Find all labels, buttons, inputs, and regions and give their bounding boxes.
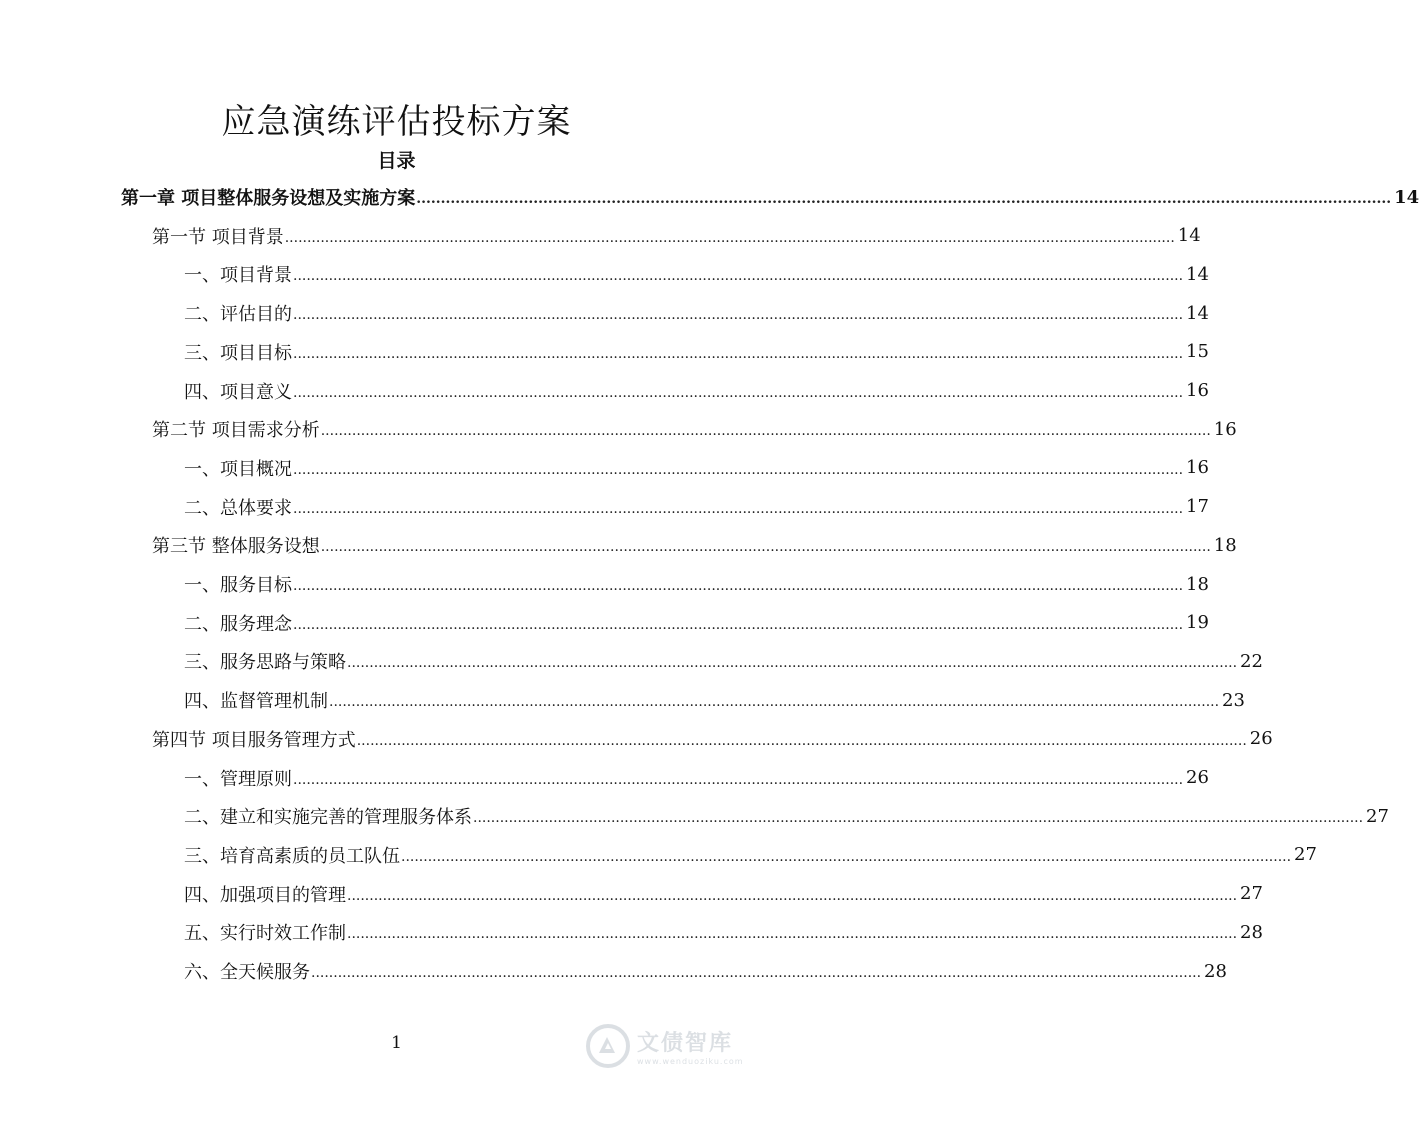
toc-entry-page: 18: [1213, 534, 1237, 556]
toc-entry-page: 27: [1294, 844, 1317, 866]
toc-entry[interactable]: [184, 255, 1209, 293]
toc-leader-dots: ........................................................................................................................................................................................................: [293, 384, 1184, 401]
toc-entry-label: 第一节 项目背景: [152, 226, 284, 248]
toc-entry[interactable]: [152, 410, 1237, 448]
toc-entry[interactable]: [184, 759, 1209, 797]
toc-entry-page: 17: [1186, 496, 1209, 518]
toc-entry[interactable]: [152, 526, 1237, 564]
toc-entry[interactable]: [184, 642, 1263, 680]
toc-leader-dots: ........................................................................................................................................................................................................: [473, 810, 1364, 827]
toc-leader-dots: ........................................................................................................................................................................................................: [293, 500, 1184, 517]
toc-leader-dots: ........................................................................................................................................................................................................: [293, 616, 1184, 633]
toc-entry-label: 第四节 项目服务管理方式: [152, 729, 356, 751]
toc-entry-page: 27: [1366, 805, 1389, 827]
toc-leader-dots: ........................................................................................................................................................................................................: [293, 268, 1184, 285]
toc-entry-page: 27: [1240, 883, 1263, 905]
toc-entry-label: 二、服务理念: [184, 613, 292, 635]
toc-entry-page: 28: [1240, 921, 1263, 943]
toc-leader-dots: ........................................................................................................................................................................................................: [320, 423, 1211, 440]
toc-entry-label: 四、加强项目的管理: [184, 884, 346, 906]
shield-logo-icon: [585, 1023, 631, 1069]
toc-entry[interactable]: [184, 836, 1317, 874]
toc-entry-label: 一、项目概况: [184, 458, 292, 480]
toc-entry[interactable]: [184, 565, 1209, 603]
toc-leader-dots: ........................................................................................................................................................................................................: [311, 965, 1202, 981]
watermark: [585, 1020, 760, 1072]
toc-entry-page: 26: [1186, 767, 1209, 788]
toc-entry-page: 26: [1249, 728, 1273, 750]
toc-entry-page: 14: [1186, 263, 1209, 285]
toc-leader-dots: ........................................................................................................................................................................................................: [293, 771, 1184, 788]
toc-entry-label: 第二节 项目需求分析: [152, 420, 320, 442]
toc-entry-page: 14: [1186, 302, 1209, 324]
toc-entry-page: 23: [1222, 689, 1245, 711]
toc-entry-label: 五、实行时效工作制: [184, 923, 346, 945]
toc-leader-dots: ........................................................................................................................................................................................................: [347, 655, 1238, 672]
toc-leader-dots: ........................................................................................................................................................................................................: [293, 461, 1184, 478]
toc-entry[interactable]: [184, 952, 1227, 990]
toc-entry-label: 四、监督管理机制: [184, 691, 328, 713]
toc-entry-label: 一、服务目标: [184, 575, 292, 596]
toc-entry[interactable]: [184, 449, 1209, 487]
toc-leader-dots: ........................................................................................................................................................................................................: [416, 191, 1392, 207]
toc-entry-page: 14: [1177, 225, 1201, 247]
toc-entry[interactable]: [121, 178, 1419, 216]
toc-leader-dots: ........................................................................................................................................................................................................: [356, 732, 1247, 749]
toc-entry[interactable]: [184, 913, 1263, 951]
toc-leader-dots: ........................................................................................................................................................................................................: [329, 694, 1220, 711]
toc-leader-dots: ........................................................................................................................................................................................................: [320, 539, 1211, 556]
toc-entry-label: 二、评估目的: [184, 304, 292, 326]
toc-entry-page: 18: [1186, 573, 1209, 595]
toc-leader-dots: ........................................................................................................................................................................................................: [284, 229, 1175, 246]
toc-entry[interactable]: [184, 681, 1245, 719]
toc-entry[interactable]: [184, 604, 1209, 642]
toc-entry-label: 二、建立和实施完善的管理服务体系: [184, 807, 472, 829]
toc-entry[interactable]: [184, 488, 1209, 526]
watermark-url: www.wenduoziku.com: [637, 1057, 744, 1066]
toc-heading: 目录: [377, 150, 416, 172]
toc-entry-page: 19: [1186, 612, 1209, 634]
toc-entry-label: 一、管理原则: [184, 768, 292, 790]
toc-leader-dots: ........................................................................................................................................................................................................: [347, 887, 1238, 904]
toc-entry[interactable]: [184, 797, 1389, 835]
toc-leader-dots: ........................................................................................................................................................................................................: [347, 926, 1238, 943]
toc-entry-page: 16: [1186, 380, 1209, 401]
toc-entry-label: 三、服务思路与策略: [184, 652, 346, 674]
toc-leader-dots: ........................................................................................................................................................................................................: [293, 345, 1184, 362]
toc-entry-page: 22: [1240, 650, 1263, 672]
toc-entry-page: 16: [1213, 418, 1237, 440]
toc-entry-page: 28: [1204, 960, 1227, 982]
toc-leader-dots: ........................................................................................................................................................................................................: [293, 307, 1184, 324]
toc-entry-label: 一、项目背景: [184, 265, 292, 287]
toc-entry-page: 14: [1394, 186, 1419, 208]
watermark-name: 文债智库: [637, 1031, 734, 1056]
toc-entry[interactable]: [184, 372, 1209, 410]
toc-entry-label: 三、培育高素质的员工队伍: [184, 845, 400, 867]
toc-entry[interactable]: [184, 333, 1209, 371]
toc-entry-label: 三、项目目标: [184, 342, 292, 364]
toc-entry[interactable]: [152, 720, 1273, 758]
toc-entry-label: 六、全天候服务: [184, 962, 310, 983]
toc-entry[interactable]: [152, 217, 1201, 255]
toc-entry[interactable]: [184, 875, 1263, 913]
toc-entry-label: 二、总体要求: [184, 497, 292, 519]
toc-entry-label: 第一章 项目整体服务设想及实施方案: [121, 188, 416, 209]
toc-leader-dots: ........................................................................................................................................................................................................: [293, 578, 1184, 594]
toc-entry-page: 16: [1186, 457, 1209, 479]
page-number: 1: [391, 1033, 402, 1053]
toc-entry-label: 四、项目意义: [184, 381, 292, 403]
toc-leader-dots: ........................................................................................................................................................................................................: [401, 848, 1292, 865]
toc-entry-page: 15: [1186, 341, 1209, 363]
toc-entry-label: 第三节 整体服务设想: [152, 536, 320, 558]
toc-entry[interactable]: [184, 294, 1209, 332]
document-title: 应急演练评估投标方案: [221, 102, 572, 142]
